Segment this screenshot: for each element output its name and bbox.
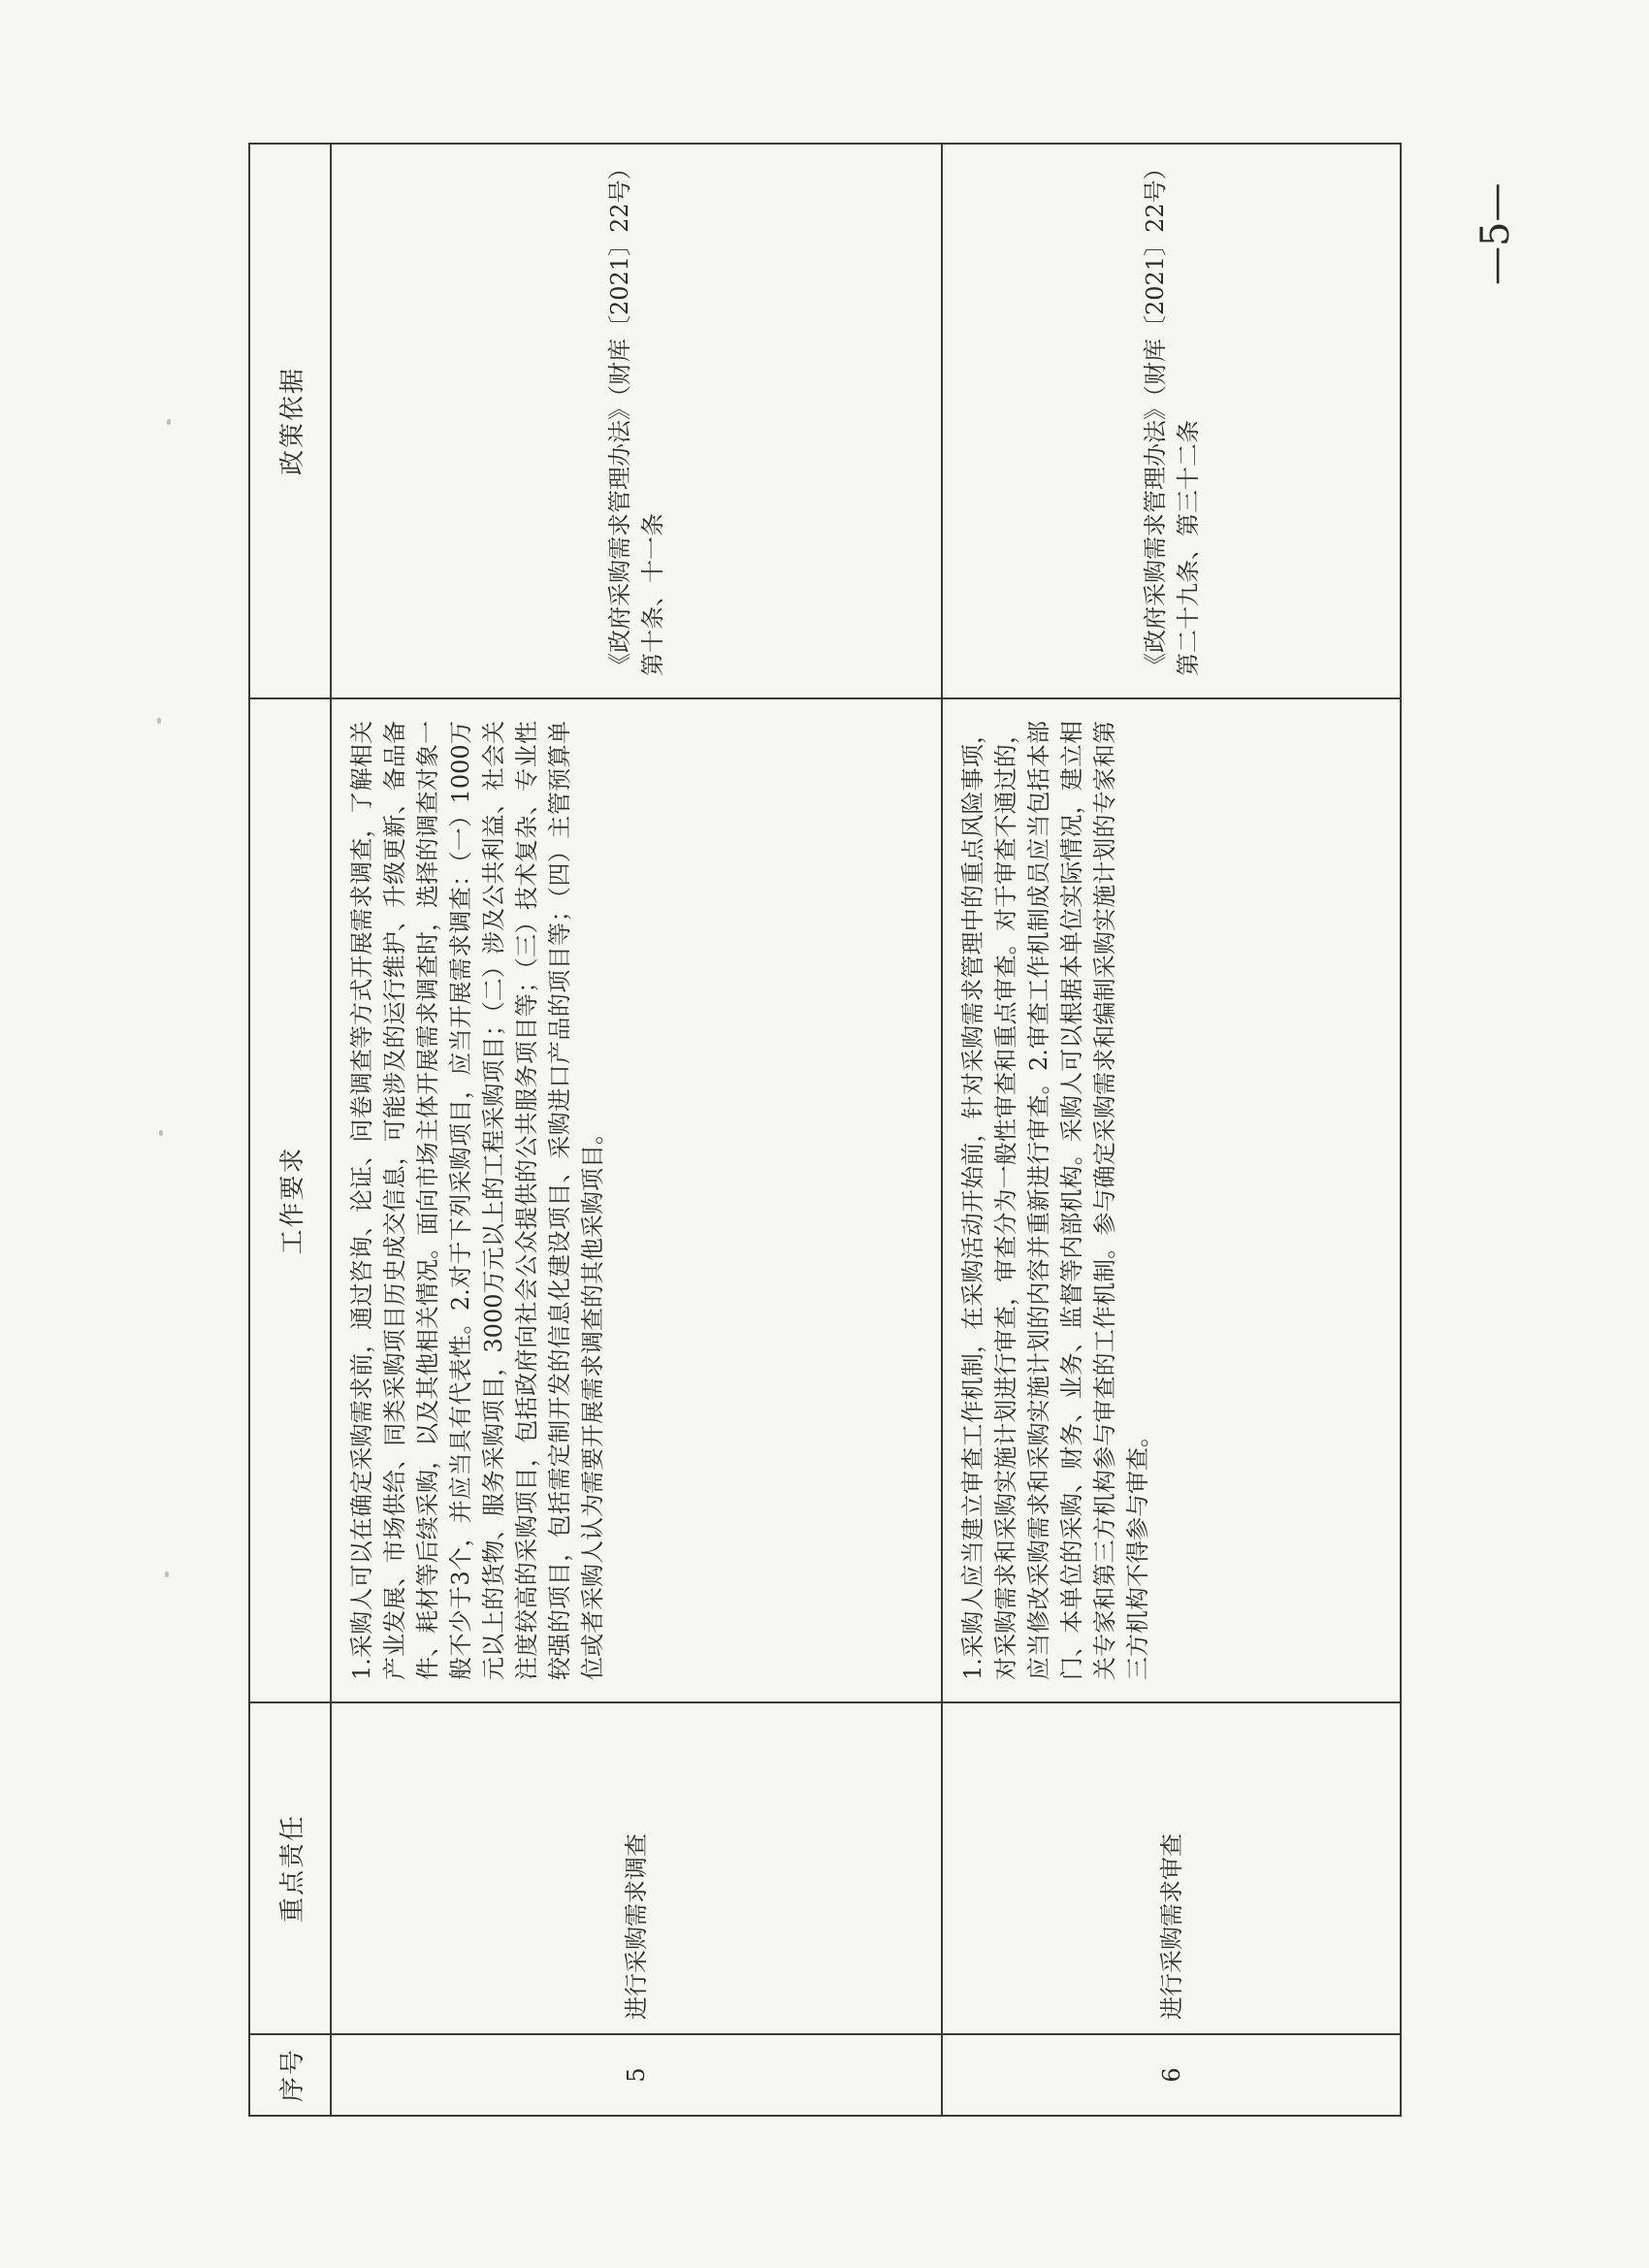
row-basis-cell (942, 144, 1401, 698)
scan-speck (157, 718, 161, 724)
row-num: 6 (942, 2034, 1401, 2116)
header-basis: 政策依据 (249, 144, 331, 698)
scan-speck (159, 1130, 163, 1136)
header-task: 重点责任 (249, 1702, 331, 2034)
row-requirement: 1.采购人应当建立审查工作机制，在采购活动开始前，针对采购需求管理中的重点风险事项，对采购需求和采购实施计划进行审查，审查分为一般性审查和重点审查。对于审查不通过的，应当修改采购需求和采购实施计划的内容并重新进行审查。2.审查工作机制成员应当包括本部门、本单位的采购、财务、业务、监督等内部机构。采购人可以根据本单位实际情况，建立相关专家和第三方机构参与审查的工作机制。参与确定采购需求和编制采购实施计划的专家和第三方机构不得参与审查。 (959, 721, 1151, 1680)
row-requirement-cell (331, 698, 942, 1702)
table-row (331, 144, 942, 2116)
scan-speck (165, 1571, 169, 1577)
header-num: 序号 (249, 2034, 331, 2116)
table-row (942, 144, 1401, 2116)
row-num: 5 (331, 2034, 942, 2116)
row-task: 进行采购需求调查 (623, 1833, 650, 2020)
row-task-cell (942, 1702, 1401, 2034)
row-basis: 《政府采购需求管理办法》（财库〔2021〕22号）第二十九条、第三十二条 (1141, 168, 1202, 676)
policy-table (248, 143, 1402, 2117)
row-task: 进行采购需求审查 (1157, 1833, 1185, 2020)
page-number: —5— (1473, 182, 1518, 285)
header-requirement: 工作要求 (249, 698, 331, 1702)
row-requirement-cell (942, 698, 1401, 1702)
row-basis-cell (331, 144, 942, 698)
table-header-row (249, 144, 331, 2116)
row-requirement: 1.采购人可以在确定采购需求前，通过咨询、论证、问卷调查等方式开展需求调查，了解相关产业发展、市场供给、同类采购项目历史成交信息，可能涉及的运行维护、升级更新、备品备件、耗材等后续采购，以及其他相关情况。面向市场主体开展需求调查时，选择的调查对象一般不少于3个，并应当具有代表性。2.对于下列采购项目，应当开展需求调查：（一）1000万元以上的货物、服务采购项目，3000万元以上的工程采购项目；（二）涉及公共利益、社会关注度较高的采购项目，包括政府向社会公众提供的公共服务项目等；（三）技术复杂、专业性较强的项目，包括需定制开发的信息化建设项目、采购进口产品的项目等；（四）主管预算单位或者采购人认为需要开展需求调查的其他采购项目。 (348, 721, 606, 1680)
rotated-table-wrapper (248, 152, 1398, 2117)
row-task-cell (331, 1702, 942, 2034)
scan-speck (167, 419, 171, 425)
row-basis: 《政府采购需求管理办法》（财库〔2021〕22号）第十条、十一条 (606, 168, 666, 676)
